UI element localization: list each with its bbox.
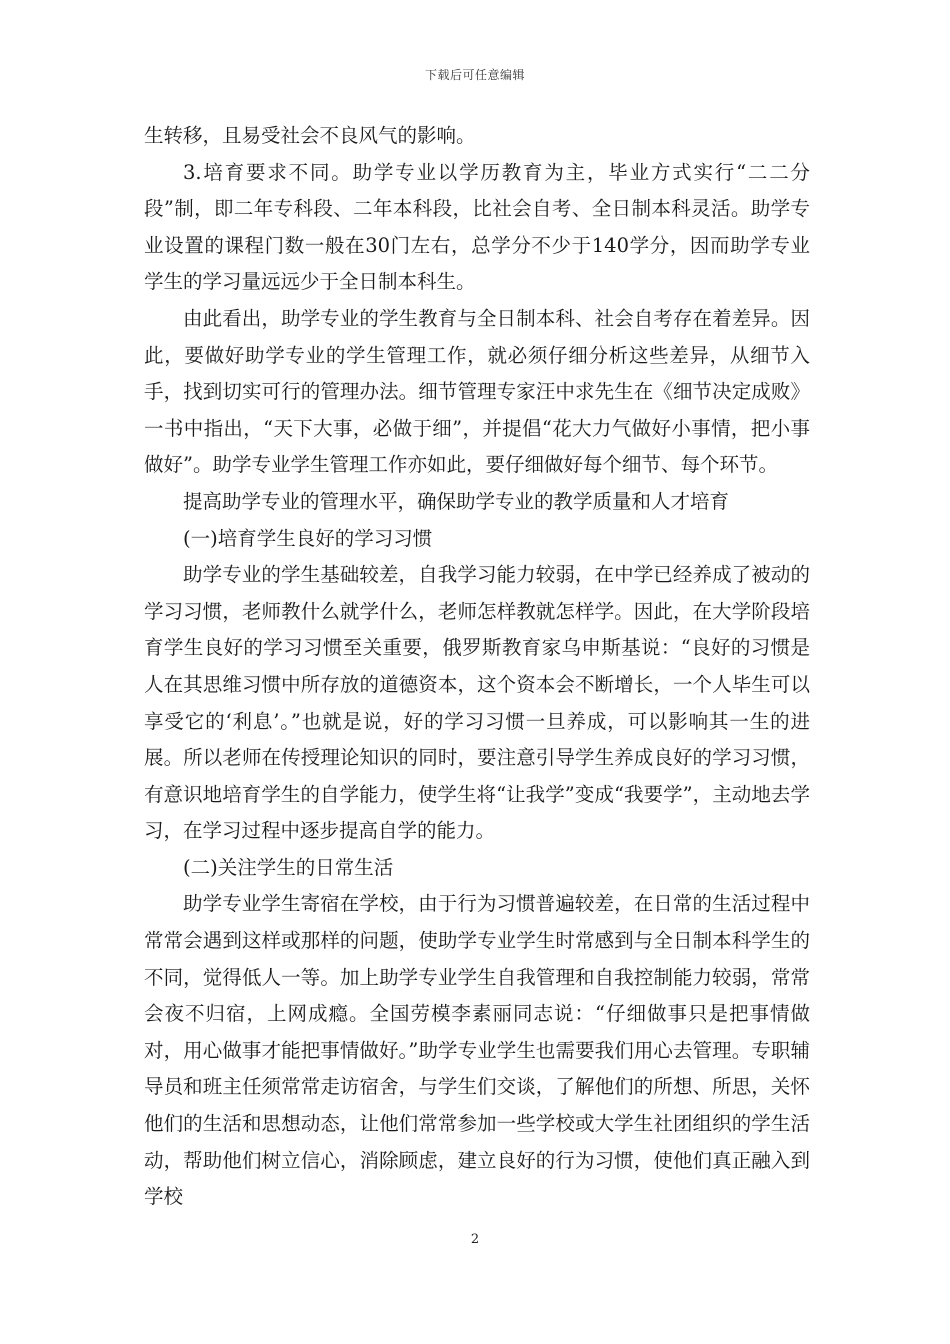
subsection-heading: (二)关注学生的日常生活 — [183, 855, 394, 879]
page-number: 2 — [470, 1232, 480, 1247]
page-header: 下载后可任意编辑 — [424, 68, 525, 82]
paragraph: 助学专业学生寄宿在学校，由于行为习惯普遍较差，在日常的生活过程中常常会遇到这样或那样的问题，使助学专业学生时常感到与全日制本科学生的不同，觉得低人一等。加上助学专业学生自我管理和自我控制能力较弱，常常会夜不归宿，上网成瘾。全国劳模李素丽同志说：“仔细做事只是把事情做对，用心做事才能把事情做好。”助学专业学生也需要我们用心去管理。专职辅导员和班主任须常常走访宿舍，与学生们交谈，了解他们的所想、所思，关怀他们的生活和思想动态，让他们常常参加一些学校或大学生社团组织的学生活动，帮助他们树立信心，消除顾虑，建立良好的行为习惯，使他们真正融入到学校 — [144, 892, 810, 1209]
subsection-heading: (一)培育学生良好的学习习惯 — [183, 526, 433, 550]
paragraph: 由此看出，助学专业的学生教育与全日制本科、社会自考存在着差异。因此，要做好助学专业的学生管理工作，就必须仔细分析这些差异，从细节入手，找到切实可行的管理办法。细节管理专家汪中求先生在《细节决定成败》一书中指出，“天下大事，必做于细”，并提倡“花大力气做好小事情，把小事做好”。助学专业学生管理工作亦如此，要仔细做好每个细节、每个环节。 — [144, 306, 810, 477]
paragraph: 生转移，且易受社会不良风气的影响。 — [144, 124, 476, 147]
paragraph: 助学专业的学生基础较差，自我学习能力较弱，在中学已经养成了被动的学习习惯，老师教什么就学什么，老师怎样教就怎样学。因此，在大学阶段培育学生良好的学习习惯至关重要，俄罗斯教育家乌申斯基说：“良好的习惯是人在其思维习惯中所存放的道德资本，这个资本会不断增长，一个人毕生可以享受它的‘利息’。”也就是说，好的学习习惯一旦养成，可以影响其一生的进展。所以老师在传授理论知识的同时，要注意引导学生养成良好的学习习惯，有意识地培育学生的自学能力，使学生将“让我学”变成“我要学”，主动地去学习，在学习过程中逐步提高自学的能力。 — [144, 563, 810, 843]
document-body — [144, 118, 810, 1216]
section-heading: 提高助学专业的管理水平，确保助学专业的教学质量和人才培育 — [183, 489, 730, 513]
paragraph: 3.培育要求不同。助学专业以学历教育为主，毕业方式实行“二二分段”制，即二年专科段、二年本科段，比社会自考、全日制本科灵活。助学专业设置的课程门数一般在30门左右，总学分不少于140学分，因而助学专业学生的学习量远远少于全日制本科生。 — [144, 160, 810, 294]
